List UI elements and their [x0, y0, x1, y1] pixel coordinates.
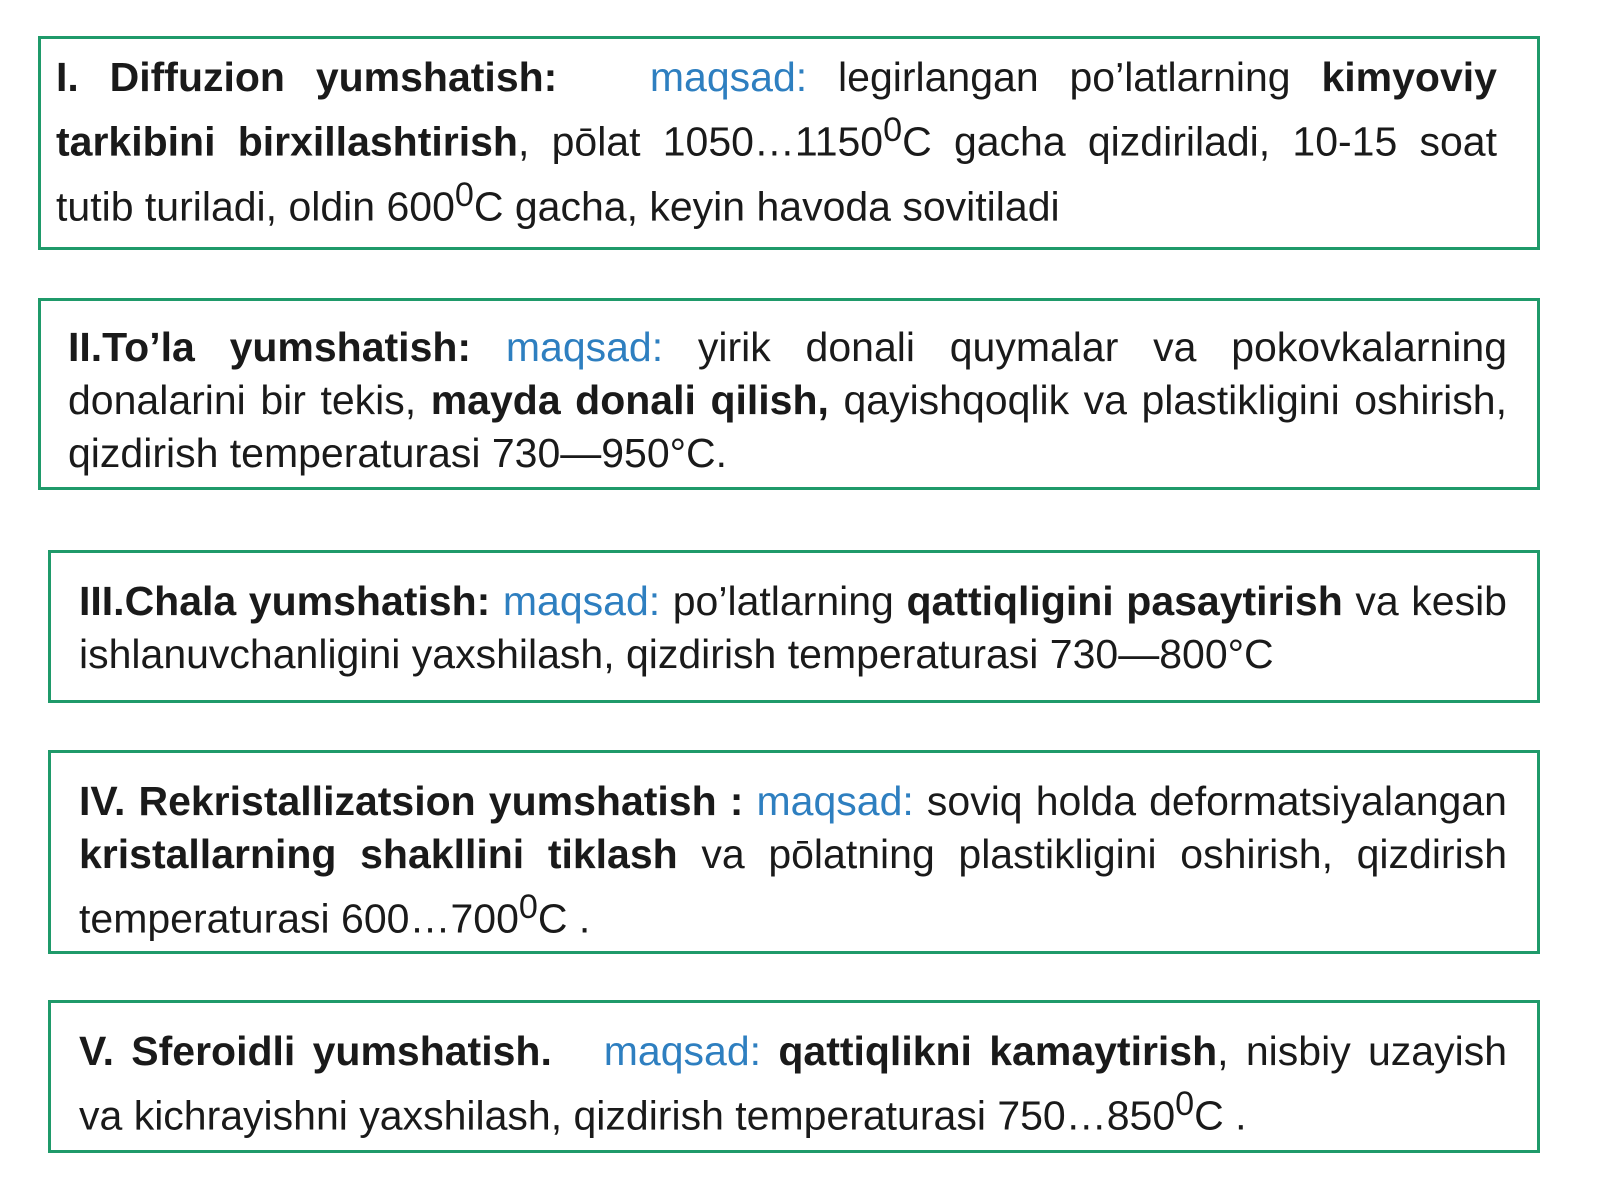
maqsad-label: maqsad: [756, 778, 914, 824]
card-title: III.Chala yumshatish: [79, 578, 491, 624]
card-text [68, 321, 1507, 480]
degree-superscript: 0 [518, 888, 538, 926]
card-title: IV. Rekristallizatsion yumshatish : [79, 778, 744, 824]
card-text-segment: va kesib ishlanuvchanligini yaxshilash, qizdirish temperaturasi 730—800°C [79, 578, 1507, 677]
card-title: II.To’la yumshatish: [68, 324, 472, 370]
annealing-card-partial [48, 550, 1540, 703]
card-text-segment: C gacha qizdiriladi, 10-15 soat tutib turiladi, oldin 600 [56, 118, 1497, 230]
card-emphasis: qattiqligini pasaytirish [906, 578, 1343, 624]
card-text-segment: legirlangan po’latlarning [838, 54, 1291, 100]
annealing-card-diffusion [38, 36, 1540, 250]
card-emphasis: mayda donali qilish, [430, 377, 829, 423]
card-text [79, 775, 1507, 946]
maqsad-label: maqsad: [505, 324, 664, 370]
card-text-segment: , nisbiy uzayish va kichrayishni yaxshilash, qizdirish temperaturasi 750…850 [79, 1028, 1508, 1139]
card-text [79, 1025, 1507, 1143]
maqsad-label: maqsad: [502, 578, 661, 624]
card-title: V. Sferoidli yumshatish. [79, 1028, 552, 1074]
card-text [56, 51, 1497, 233]
maqsad-label: maqsad: [603, 1028, 762, 1074]
card-text-segment: , pōlat 1050…1150 [517, 118, 884, 165]
card-text-segment: va pōlatning plastikligini oshirish, qizdirish temperaturasi 600…700 [79, 831, 1507, 942]
card-text-segment: C . [1194, 1092, 1247, 1139]
card-text [79, 575, 1507, 681]
card-emphasis: qattiqlikni kamaytirish [778, 1028, 1218, 1074]
card-text-segment: C gacha, keyin havoda sovitiladi [473, 183, 1060, 230]
card-title: I. Diffuzion yumshatish: [56, 54, 558, 100]
annealing-card-full [38, 298, 1540, 490]
card-text-segment: yirik donali quymalar va pokovkalarning donalarini bir tekis, [68, 324, 1507, 423]
maqsad-label: maqsad: [649, 54, 808, 100]
degree-superscript: 0 [1175, 1085, 1195, 1123]
card-text-segment: qayishqoqlik va plastikligini oshirish, qizdirish temperaturasi 730—950°C. [68, 377, 1507, 476]
card-emphasis: kimyoviy tarkibini birxillashtirish [56, 54, 1497, 165]
card-text-segment: po’latlarning [672, 578, 894, 624]
annealing-card-recrystallization [48, 750, 1540, 954]
card-text-segment: soviq holda deformatsiyalangan [926, 778, 1507, 824]
degree-superscript: 0 [454, 175, 474, 214]
card-emphasis: kristallarning shakllini tiklash [79, 831, 678, 877]
card-text-segment: C . [537, 895, 591, 942]
annealing-card-spheroidizing [48, 1000, 1540, 1153]
degree-superscript: 0 [883, 111, 903, 149]
